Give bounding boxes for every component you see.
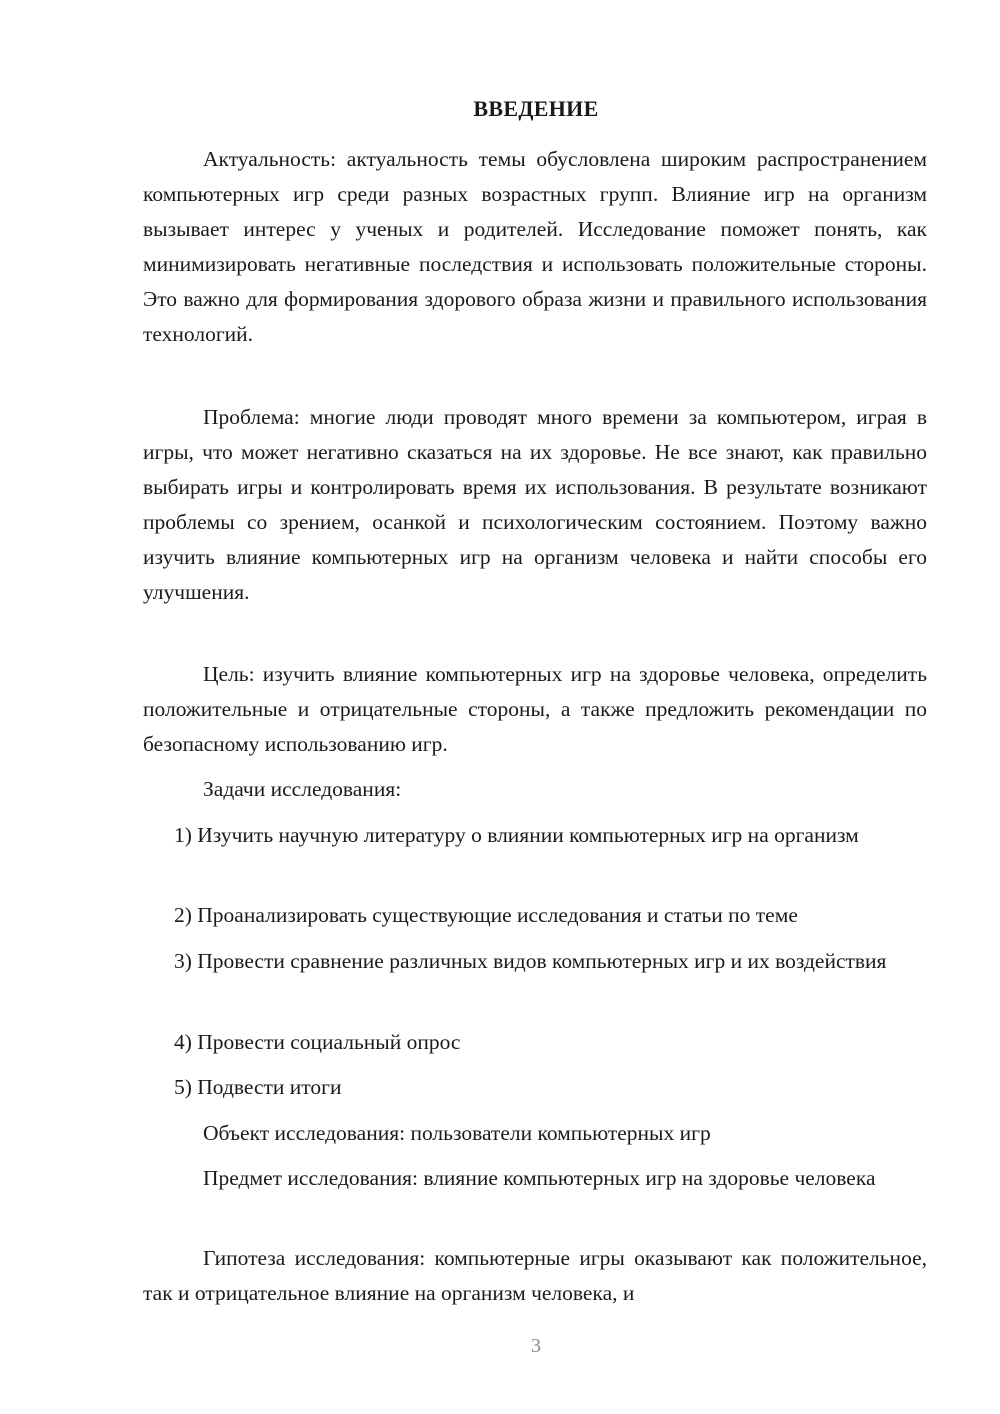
page-title: ВВЕДЕНИЕ bbox=[473, 96, 599, 121]
task-item-1: 1) Изучить научную литературу о влиянии компьютерных игр на организм bbox=[174, 823, 859, 847]
problem-paragraph: Проблема: многие люди проводят много времени за компьютером, играя в игры, что может негативно сказаться на их здоровье. Не все знают, как правильно выбирать игры и контролировать время их использования. В результате возникают проблемы со зрением, осанкой и психологическим состоянием. Поэтому важно изучить влияние компьютерных игр на организм человека и найти способы его улучшения. bbox=[143, 405, 927, 604]
object-paragraph: Объект исследования: пользователи компьютерных игр bbox=[203, 1121, 711, 1145]
page-number: 3 bbox=[531, 1335, 541, 1357]
task-item-4: 4) Провести социальный опрос bbox=[174, 1030, 461, 1054]
relevance-paragraph: Актуальность: актуальность темы обусловлена широким распространением компьютерных игр среди разных возрастных групп. Влияние игр на организм вызывает интерес у ученых и родителей. Исследование поможет понять, как минимизировать негативные последствия и использовать положительные стороны. Это важно для формирования здорового образа жизни и правильного использования технологий. bbox=[143, 147, 927, 346]
subject-paragraph: Предмет исследования: влияние компьютерных игр на здоровье человека bbox=[203, 1166, 876, 1190]
task-item-2: 2) Проанализировать существующие исследования и статьи по теме bbox=[174, 903, 798, 927]
task-item-5: 5) Подвести итоги bbox=[174, 1075, 342, 1099]
tasks-heading: Задачи исследования: bbox=[203, 777, 402, 801]
hypothesis-paragraph: Гипотеза исследования: компьютерные игры оказывают как положительное, так и отрицательное влияние на организм человека, и bbox=[143, 1246, 927, 1305]
task-item-3: 3) Провести сравнение различных видов компьютерных игр и их воздействия bbox=[174, 949, 887, 973]
goal-paragraph: Цель: изучить влияние компьютерных игр на здоровье человека, определить положительные и отрицательные стороны, а также предложить рекомендации по безопасному использованию игр. bbox=[143, 662, 927, 756]
